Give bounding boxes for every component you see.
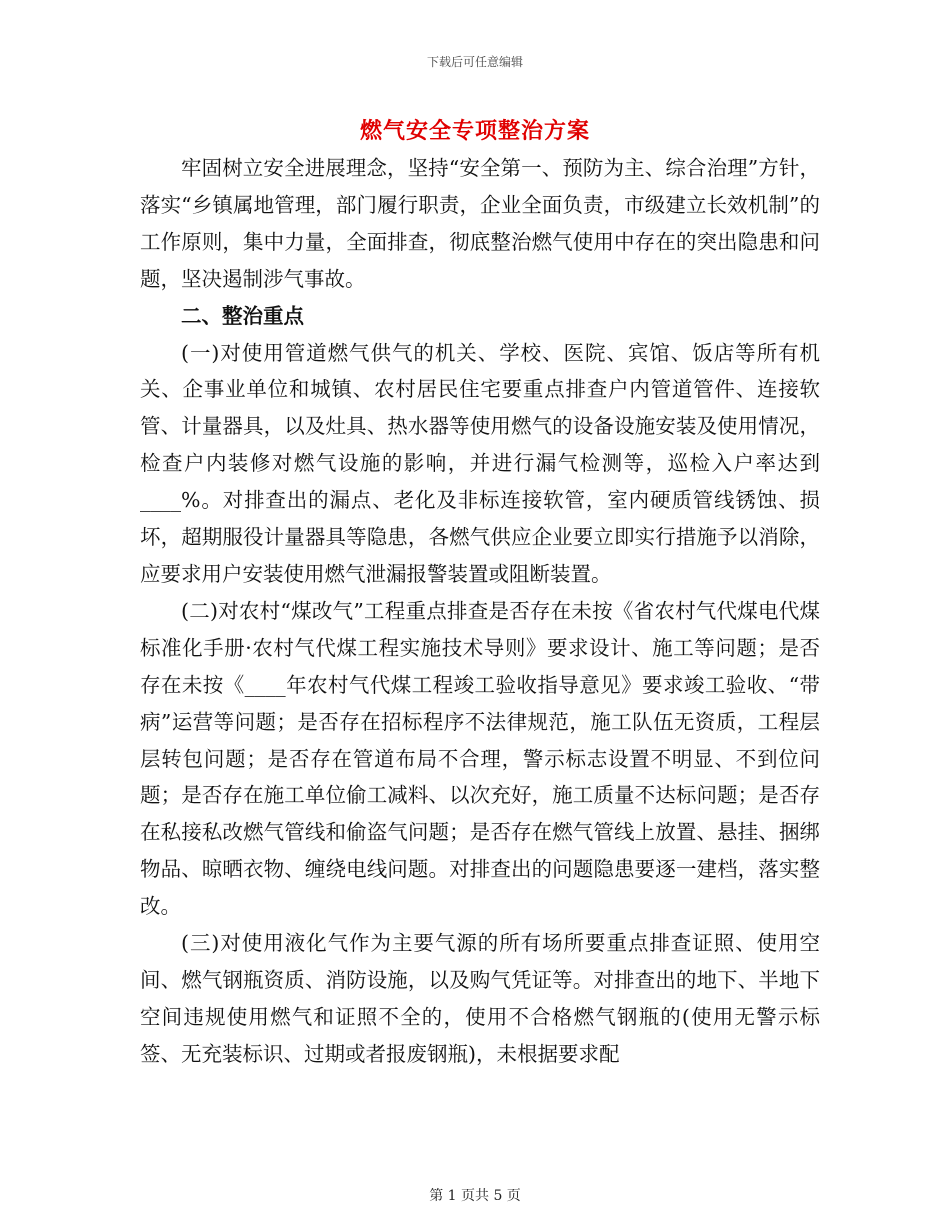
item-1-paragraph: (一)对使用管道燃气供气的机关、学校、医院、宾馆、饭店等所有机关、企事业单位和城镇、农村居民住宅要重点排查户内管道管件、连接软管、计量器具，以及灶具、热水器等使用燃气的设备设施安装及使用情况，检查户内装修对燃气设施的影响，并进行漏气检测等，巡检入户率达到____%。对排查出的漏点、老化及非标连接软管，室内硬质管线锈蚀、损坏，超期服役计量器具等隐患，各燃气供应企业要立即实行措施予以消除，应要求用户安装使用燃气泄漏报警装置或阻断装置。 (140, 340, 820, 586)
item-2-paragraph: (二)对农村“煤改气”工程重点排查是否存在未按《省农村气代煤电代煤标准化手册·农村气代煤工程实施技术导则》要求设计、施工等问题；是否存在未按《____年农村气代煤工程竣工验收指导意见》要求竣工验收、“带病”运营等问题；是否存在招标程序不法律规范，施工队伍无资质，工程层层转包问题；是否存在管道布局不合理，警示标志设置不明显、不到位问题；是否存在施工单位偷工减料、以次充好，施工质量不达标问题；是否存在私接私改燃气管线和偷盗气问题；是否存在燃气管线上放置、悬挂、捆绑物品、晾晒衣物、缠绕电线问题。对排查出的问题隐患要逐一建档，落实整改。 (140, 598, 820, 919)
document-body (140, 150, 820, 1073)
page-footer: 第 1 页共 5 页 (429, 1188, 521, 1204)
item-3-paragraph: (三)对使用液化气作为主要气源的所有场所要重点排查证照、使用空间、燃气钢瓶资质、消防设施，以及购气凭证等。对排查出的地下、半地下空间违规使用燃气和证照不全的，使用不合格燃气钢瓶的(使用无警示标签、无充装标识、过期或者报废钢瓶)，未根据要求配 (140, 931, 820, 1066)
document-title: 燃气安全专项整治方案 (359, 118, 590, 144)
page-header: 下载后可任意编辑 (426, 55, 523, 69)
section-heading: 二、整治重点 (181, 303, 304, 328)
intro-paragraph: 牢固树立安全进展理念，坚持“安全第一、预防为主、综合治理”方针，落实“乡镇属地管理，部门履行职责，企业全面负责，市级建立长效机制”的工作原则，集中力量，全面排查，彻底整治燃气使用中存在的突出隐患和问题，坚决遏制涉气事故。 (140, 156, 820, 291)
